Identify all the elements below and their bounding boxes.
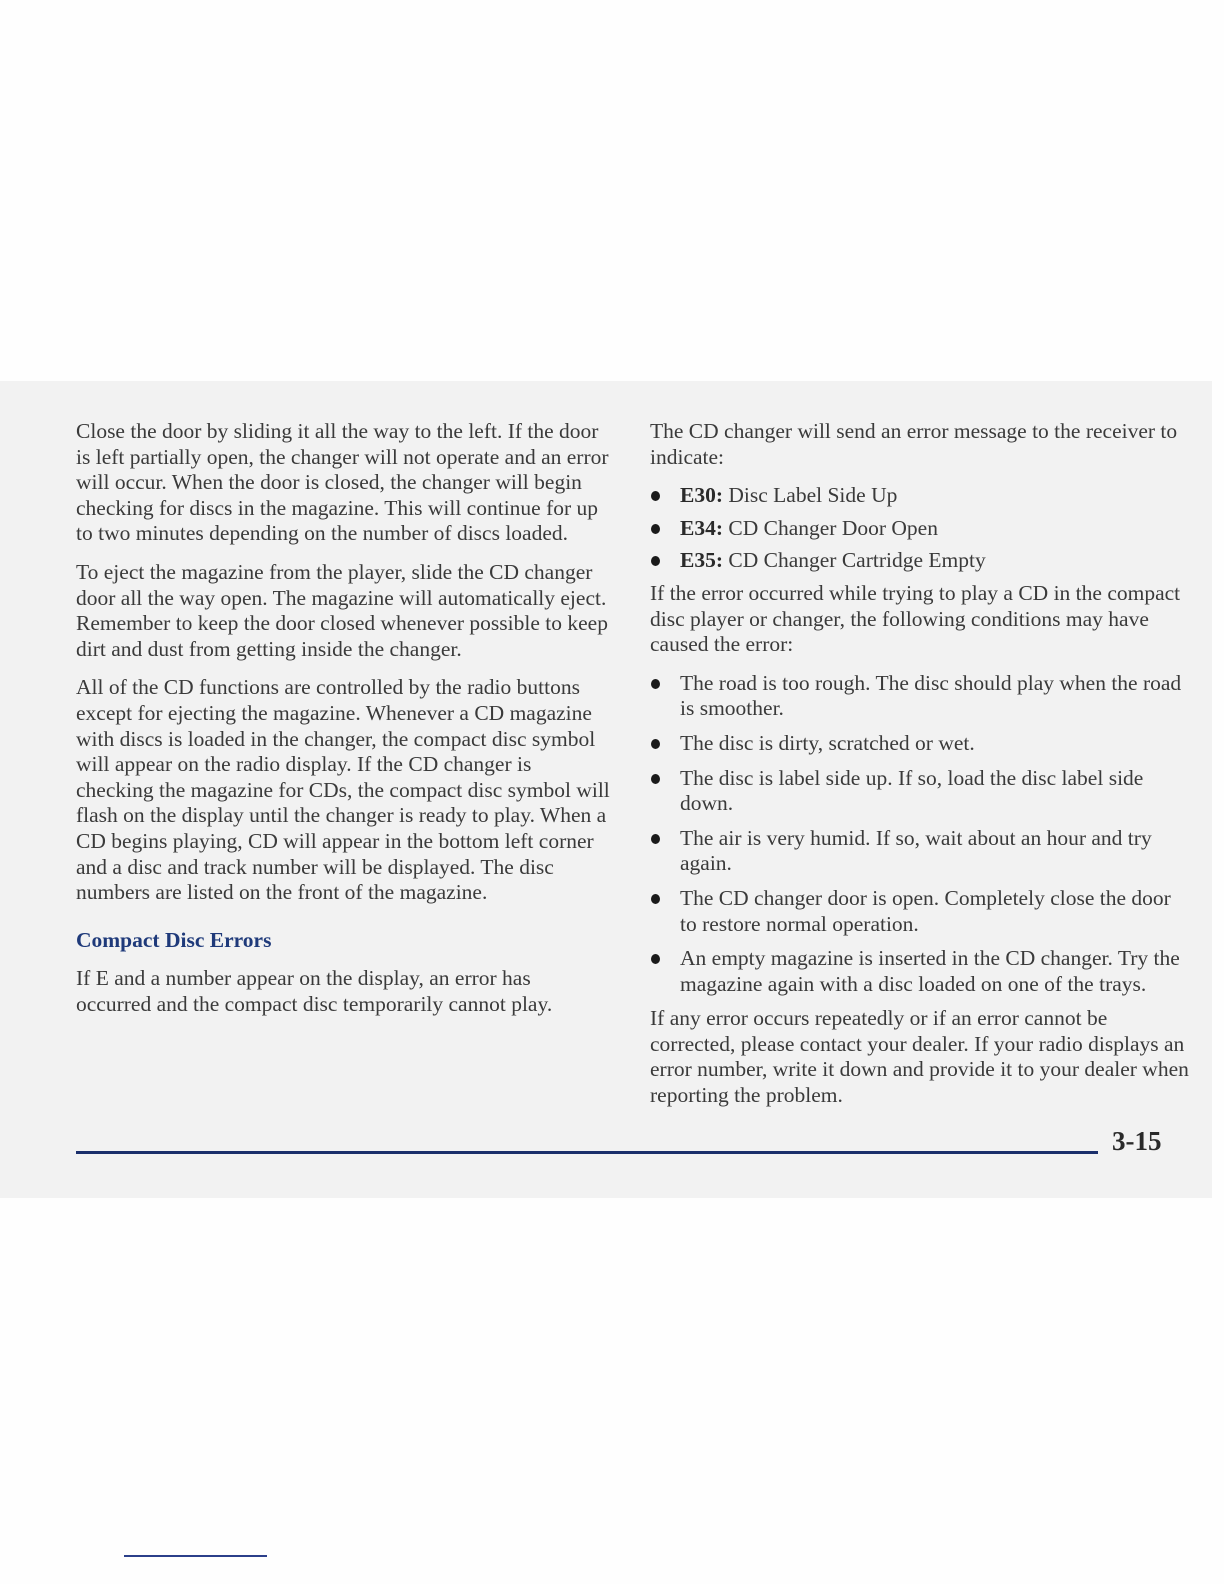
condition-text: The CD changer door is open. Completely close the door to restore normal operation.: [680, 885, 1171, 936]
page-number: 3-15: [1112, 1126, 1162, 1156]
paragraph-contact-dealer: If any error occurs repeatedly or if an error cannot be corrected, please contact your dealer. If your radio displays an error number, write it down and provide it to your dealer when reporting the problem.: [650, 1006, 1189, 1108]
condition-item: [650, 886, 1190, 937]
condition-text: The disc is label side up. If so, load the disc label side down.: [680, 765, 1144, 816]
error-code-list: [650, 483, 1190, 574]
left-column: [76, 419, 611, 1030]
paragraph-cd-functions: All of the CD functions are controlled by the radio buttons except for ejecting the magazine. Whenever a CD magazine with discs is loaded in the changer, the compact disc symbol will appear on the radio display. If the CD changer is checking the magazine for CDs, the compact disc symbol will flash on the display until the changer is ready to play. When a CD begins playing, CD will appear in the bottom left corner and a disc and track number will be displayed. The disc numbers are listed on the front of the magazine.: [76, 675, 610, 905]
condition-text: The disc is dirty, scratched or wet.: [680, 730, 975, 755]
bullet-icon: [651, 491, 660, 501]
error-code: E34:: [680, 515, 723, 540]
bullet-icon: [651, 679, 660, 689]
condition-item: [650, 671, 1190, 722]
error-code-item: [650, 516, 1190, 542]
bullet-icon: [651, 954, 660, 964]
error-code-description: Disc Label Side Up: [728, 483, 898, 508]
condition-item: [650, 731, 1190, 757]
paragraph-error-intro: The CD changer will send an error message to the receiver to indicate:: [650, 419, 1178, 469]
error-condition-list: [650, 671, 1190, 998]
bullet-icon: [651, 524, 660, 534]
condition-item: [650, 766, 1190, 817]
section-heading-compact-disc-errors: Compact Disc Errors: [76, 927, 272, 952]
footnote-divider: [124, 1555, 267, 1557]
footer-rule: [76, 1151, 1098, 1154]
condition-item: [650, 826, 1190, 877]
paragraph-door-closing: Close the door by sliding it all the way to the left. If the door is left partially open, the changer will not operate and an error will occur. When the door is closed, the changer will begin checking for discs in the magazine. This will continue for up to two minutes depending on the number of discs loaded.: [76, 419, 609, 546]
paragraph-error-display: If E and a number appear on the display, an error has occurred and the compact disc temporarily cannot play.: [76, 966, 553, 1016]
condition-text: An empty magazine is inserted in the CD changer. Try the magazine again with a disc loaded on one of the trays.: [680, 946, 1180, 996]
condition-text: The air is very humid. If so, wait about an hour and try again.: [680, 825, 1152, 876]
bullet-icon: [651, 556, 660, 566]
error-code-description: CD Changer Cartridge Empty: [728, 548, 986, 573]
bullet-icon: [651, 834, 660, 844]
right-column: [650, 419, 1190, 1122]
error-code-item: [650, 483, 1190, 509]
paragraph-eject-magazine: To eject the magazine from the player, slide the CD changer door all the way open. The magazine will automatically eject. Remember to keep the door closed whenever possible to keep dirt and dust from getting inside the changer.: [76, 559, 608, 661]
error-code-description: CD Changer Door Open: [728, 515, 938, 540]
condition-text: The road is too rough. The disc should play when the road is smoother.: [680, 670, 1182, 721]
bullet-icon: [651, 739, 660, 749]
error-code: E30:: [680, 483, 723, 508]
paragraph-conditions-intro: If the error occurred while trying to play a CD in the compact disc player or changer, the following conditions may have caused the error:: [650, 580, 1181, 657]
bullet-icon: [651, 894, 660, 904]
error-code-item: [650, 548, 1190, 574]
bullet-icon: [651, 774, 660, 784]
error-code: E35:: [680, 548, 723, 573]
condition-item: [650, 946, 1190, 997]
